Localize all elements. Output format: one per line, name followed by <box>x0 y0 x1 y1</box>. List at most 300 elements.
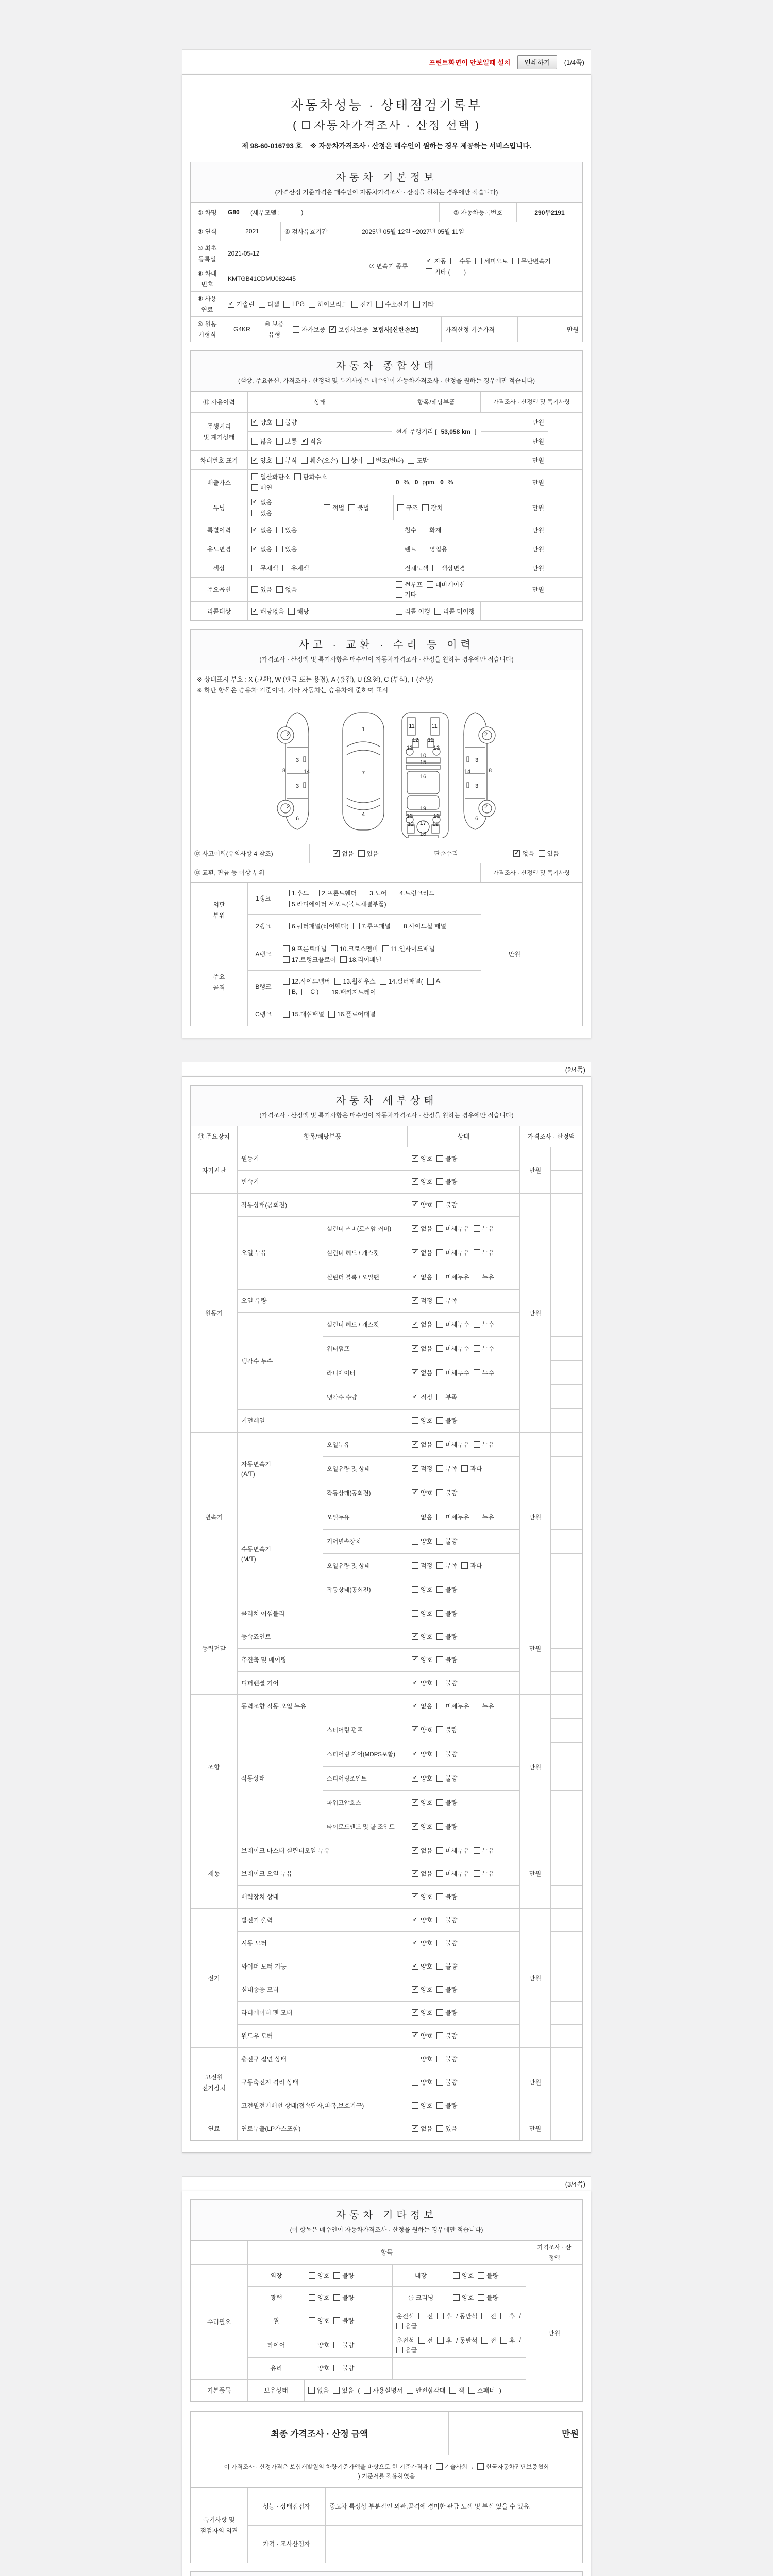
checkbox-미세누유[interactable]: 미세누유 <box>436 1846 469 1855</box>
text-run: 스티어링 펌프 <box>327 1727 363 1734</box>
text-run: ppm, <box>422 479 436 486</box>
checkbox-불량[interactable]: 불량 <box>333 2293 354 2302</box>
checkbox-썬루프[interactable]: 썬루프 <box>396 580 423 589</box>
checkbox-불량[interactable]: 불량 <box>436 1537 457 1546</box>
checkbox-미세누유[interactable]: 미세누유 <box>436 1224 469 1233</box>
print-button[interactable]: 인쇄하기 <box>517 55 557 69</box>
checkbox-누유[interactable]: 누유 <box>474 1273 494 1281</box>
checkbox-없음[interactable]: ✓ 없음 <box>412 1344 432 1353</box>
checkbox-후[interactable]: 후 <box>437 2312 452 2320</box>
checkbox-리콜 미이행[interactable]: 리콜 미이행 <box>434 607 475 616</box>
checkbox-없음[interactable]: ✓ 없음 <box>412 1440 432 1449</box>
form-cell <box>191 578 247 601</box>
checkbox-하이브리드[interactable]: 하이브리드 <box>309 300 347 309</box>
checkbox-양호[interactable]: 양호 <box>309 2364 329 2372</box>
checkbox-없음[interactable]: 없음 <box>276 585 297 594</box>
checkbox-없음[interactable]: ✓ 없음 <box>412 1869 432 1878</box>
checkbox-무단변속기[interactable]: 무단변속기 <box>512 257 551 265</box>
checkbox-해당[interactable]: 해당 <box>288 607 309 616</box>
form-cell <box>191 2241 247 2264</box>
checkbox-양호[interactable]: ✓ 양호 <box>412 1632 432 1641</box>
checkbox-전체도색[interactable]: 전체도색 <box>396 564 428 572</box>
form-cell <box>323 1481 408 1505</box>
checkbox-사용설명서[interactable]: 사용설명서 <box>364 2386 402 2395</box>
text-run: 실린더 헤드 / 개스킷 <box>327 1250 379 1257</box>
checkbox-없음[interactable]: ✓ 없음 <box>251 498 272 506</box>
form-cell <box>408 1742 519 1766</box>
checkbox-양호[interactable]: ✓ 양호 <box>412 1774 432 1783</box>
checkbox-한국자동차진단보증협회[interactable]: 한국자동차진단보증협회 <box>477 2463 549 2471</box>
checkbox-있음[interactable]: 있음 <box>251 509 272 517</box>
form-cell <box>191 863 480 882</box>
checkbox-양호[interactable]: ✓ 양호 <box>251 456 272 465</box>
checkbox-스패너[interactable]: 스패너 <box>468 2386 495 2395</box>
checkbox-없음[interactable]: ✓ 없음 <box>513 849 534 858</box>
checkbox-4.트렁크리드[interactable]: 4.트렁크리드 <box>391 889 434 897</box>
checkbox-양호[interactable]: ✓ 양호 <box>412 2008 432 2017</box>
form-cell <box>323 1337 408 1361</box>
form-cell <box>238 2048 408 2071</box>
form-cell <box>480 602 582 620</box>
text-run: 실내송풍 모터 <box>241 1986 279 1993</box>
checkbox-없음[interactable]: ✓ 없음 <box>412 1702 432 1710</box>
checkbox-탄화수소[interactable]: 탄화수소 <box>294 472 327 481</box>
checkbox-양호[interactable]: ✓ 양호 <box>412 1962 432 1971</box>
checkbox-렌트[interactable]: 렌트 <box>396 545 416 553</box>
form-cell <box>519 1839 550 1908</box>
checkbox-없음[interactable]: ✓ 없음 <box>412 1368 432 1377</box>
inspector-opinion-table <box>190 2488 583 2563</box>
form-cell <box>408 1241 519 1265</box>
checkbox-3.도어[interactable]: 3.도어 <box>361 889 386 897</box>
checkbox-무채색[interactable]: 무채색 <box>251 564 278 572</box>
checkbox-양호[interactable]: ✓ 양호 <box>412 1939 432 1947</box>
checkbox-부족[interactable]: 부족 <box>436 1561 457 1570</box>
checkbox-양호[interactable]: 양호 <box>412 1585 432 1594</box>
checkbox-불량[interactable]: 불량 <box>436 1200 457 1209</box>
checkbox-누유[interactable]: 누유 <box>474 1702 494 1710</box>
checkbox-양호[interactable]: 양호 <box>412 2101 432 2110</box>
checkbox-누유[interactable]: 누유 <box>474 1248 494 1257</box>
text-run: 항목/해당부품 <box>417 398 455 406</box>
checkbox-불량[interactable]: 불량 <box>436 1916 457 1924</box>
checkbox-수소전기[interactable]: 수소전기 <box>376 300 409 309</box>
checkbox-16.플로어패널[interactable]: 16.플로어패널 <box>328 1010 376 1019</box>
checkbox-양호[interactable]: 양호 <box>412 1416 432 1425</box>
checkbox-미세누유[interactable]: 미세누유 <box>436 1869 469 1878</box>
checkbox-양호[interactable]: ✓ 양호 <box>412 1154 432 1163</box>
checkbox-불량[interactable]: 불량 <box>333 2316 354 2325</box>
form-cell <box>191 413 247 450</box>
checkbox-적정[interactable]: ✓ 적정 <box>412 1464 432 1473</box>
price-select-checkbox[interactable] <box>302 121 310 129</box>
form-cell <box>408 1932 519 1955</box>
form-cell <box>247 470 392 495</box>
checkbox-양호[interactable]: ✓ 양호 <box>412 1725 432 1734</box>
checkbox-누수[interactable]: 누수 <box>474 1320 494 1329</box>
checkbox-응급[interactable]: 응급 <box>396 2321 417 2330</box>
form-cell <box>323 1385 408 1409</box>
checkbox-없음[interactable]: 없음 <box>308 2386 329 2395</box>
checkbox-불량[interactable]: 불량 <box>436 2008 457 2017</box>
text-run: 성능 · 상태점검자 <box>263 2503 310 2510</box>
checkbox-양호[interactable]: ✓ 양호 <box>412 1750 432 1758</box>
doc-number-line <box>190 140 583 150</box>
checkbox-양호[interactable]: ✓ 양호 <box>412 1916 432 1924</box>
checkbox-양호[interactable]: ✓ 양호 <box>412 1488 432 1497</box>
checkbox-기타 ( )[interactable]: 기타 ( ) <box>426 267 466 276</box>
checkbox-미세누유[interactable]: 미세누유 <box>436 1702 469 1710</box>
checkbox-양호[interactable]: 양호 <box>412 1537 432 1546</box>
text-run: 제동 <box>208 1870 220 1877</box>
checkbox-미세누유[interactable]: 미세누유 <box>436 1248 469 1257</box>
checkbox-불량[interactable]: 불량 <box>436 2078 457 2087</box>
checkbox-13.휠하우스[interactable]: 13.휠하우스 <box>334 977 376 986</box>
checkbox-A,[interactable]: A, <box>427 977 442 985</box>
checkbox-있음[interactable]: 있음 <box>358 849 379 858</box>
form-cell <box>550 1147 582 1193</box>
text-run: 만원 <box>529 2079 542 2086</box>
text-run: 휠 <box>273 2317 279 2325</box>
checkbox-미세누유[interactable]: 미세누유 <box>436 1440 469 1449</box>
checkbox-불량[interactable]: 불량 <box>436 1962 457 1971</box>
checkbox-과다[interactable]: 과다 <box>461 1561 482 1570</box>
text-run: 만원 <box>529 1645 542 1652</box>
checkbox-누유[interactable]: 누유 <box>474 1224 494 1233</box>
form-cell <box>551 1554 582 1578</box>
checkbox-세미오토[interactable]: 세미오토 <box>475 257 508 265</box>
checkbox-있음[interactable]: 있음 <box>333 2386 354 2395</box>
text-run: 연료누출(LP가스포함) <box>241 2125 301 2132</box>
checkbox-불량[interactable]: 불량 <box>436 1774 457 1783</box>
checkbox-미세누유[interactable]: 미세누유 <box>436 1513 469 1521</box>
checkbox-전[interactable]: 전 <box>418 2336 433 2345</box>
diagram-part-number: 1 <box>361 726 365 733</box>
checkbox-부족[interactable]: 부족 <box>436 1296 457 1305</box>
checkbox-많음[interactable]: 많음 <box>251 437 272 446</box>
checkbox-10.크로스멤버[interactable]: 10.크로스멤버 <box>331 944 378 953</box>
checkbox-14.필러패널([interactable]: 14.필러패널( <box>380 977 423 986</box>
checkbox-7.루프패널[interactable]: 7.루프패널 <box>353 922 391 930</box>
checkbox-가솔린[interactable]: ✓ 가솔린 <box>228 300 255 309</box>
checkbox-누유[interactable]: 누유 <box>474 1440 494 1449</box>
checkbox-불량[interactable]: 불량 <box>333 2271 354 2280</box>
form-cell <box>279 1003 481 1026</box>
checkbox-잭[interactable]: 잭 <box>449 2386 464 2395</box>
checkbox-있음[interactable]: 있음 <box>436 2124 457 2133</box>
doc-number: 98-60-016793 <box>250 142 294 150</box>
checkbox-유채색[interactable]: 유채색 <box>282 564 309 572</box>
checkbox-없음[interactable]: ✓ 없음 <box>251 526 272 534</box>
checkbox-부족[interactable]: 부족 <box>436 1393 457 1401</box>
checkbox-17.트렁크플로어[interactable]: 17.트렁크플로어 <box>283 955 336 964</box>
checkbox-불량[interactable]: 불량 <box>436 1679 457 1687</box>
text-run: 워터펌프 <box>327 1346 350 1352</box>
checkbox-후[interactable]: 후 <box>500 2336 515 2345</box>
checkbox-해당없음[interactable]: ✓ 해당없음 <box>251 607 284 616</box>
checkbox-기타[interactable]: 기타 <box>413 300 434 309</box>
checkbox-수동[interactable]: 수동 <box>450 257 471 265</box>
checkbox-후[interactable]: 후 <box>437 2336 452 2345</box>
checkbox-있음[interactable]: 있음 <box>276 545 297 553</box>
checkbox-침수[interactable]: 침수 <box>396 526 416 534</box>
checkbox-디젤[interactable]: 디젤 <box>259 300 279 309</box>
checkbox-있음[interactable]: 있음 <box>251 585 272 594</box>
checkbox-없음[interactable]: ✓ 없음 <box>412 2124 432 2133</box>
checkbox-양호[interactable]: 양호 <box>309 2341 329 2349</box>
checkbox-불량[interactable]: 불량 <box>478 2293 498 2302</box>
text-run: 0 <box>396 479 399 486</box>
checkbox-양호[interactable]: ✓ 양호 <box>412 2031 432 2040</box>
form-cell <box>305 2265 392 2286</box>
checkbox-양호[interactable]: ✓ 양호 <box>412 1985 432 1994</box>
form-cell <box>408 1695 519 1718</box>
form-cell <box>224 222 280 241</box>
checkbox-장치[interactable]: 장치 <box>422 503 443 512</box>
checkbox-없음[interactable]: ✓ 없음 <box>412 1273 432 1281</box>
checkbox-9.프론트패널[interactable]: 9.프론트패널 <box>283 944 327 953</box>
checkbox-미세누수[interactable]: 미세누수 <box>436 1368 469 1377</box>
checkbox-양호[interactable]: 양호 <box>309 2293 329 2302</box>
text-run: 브레이크 오일 누유 <box>241 1870 293 1877</box>
checkbox-누유[interactable]: 누유 <box>474 1513 494 1521</box>
form-cell <box>237 1147 519 1193</box>
section-note: (이 항목은 매수인이 자동차가격조사 · 산정을 원하는 경우에만 적습니다) <box>290 2226 483 2233</box>
checkbox-불량[interactable]: 불량 <box>436 1822 457 1831</box>
form-cell <box>408 1385 519 1409</box>
checkbox-15.대쉬패널[interactable]: 15.대쉬패널 <box>283 1010 324 1019</box>
checkbox-있음[interactable]: 있음 <box>539 849 559 858</box>
checkbox-없음[interactable]: 없음 <box>412 1513 432 1521</box>
checkbox-불량[interactable]: 불량 <box>436 1177 457 1186</box>
form-cell <box>248 2333 305 2357</box>
checkbox-없음[interactable]: ✓ 없음 <box>412 1846 432 1855</box>
checkbox-6.쿼터패널(리어휀다)[interactable]: 6.쿼터패널(리어휀다) <box>283 922 349 930</box>
form-cell <box>191 2412 448 2455</box>
form-cell <box>408 1337 519 1361</box>
checkbox-없음[interactable]: ✓ 없음 <box>412 1320 432 1329</box>
diagram-part-number: 16 <box>419 773 427 780</box>
checkbox-불량[interactable]: 불량 <box>436 1985 457 1994</box>
form-cell <box>516 203 582 222</box>
checkbox-11.인사이드패널[interactable]: 11.인사이드패널 <box>382 944 435 953</box>
text-run: 오일유량 및 상태 <box>327 1563 371 1569</box>
checkbox-기타[interactable]: 기타 <box>396 590 416 599</box>
checkbox-양호[interactable]: ✓ 양호 <box>412 1200 432 1209</box>
form-cell <box>238 1839 408 1862</box>
checkbox-불량[interactable]: 불량 <box>436 1585 457 1594</box>
form-cell <box>392 578 481 601</box>
checkbox-변조(변타)[interactable]: 변조(변타) <box>367 456 404 465</box>
checkbox-불량[interactable]: 불량 <box>436 2101 457 2110</box>
checkbox-누유[interactable]: 누유 <box>474 1846 494 1855</box>
checkbox-적법[interactable]: 적법 <box>324 503 344 512</box>
checkbox-응급[interactable]: 응급 <box>396 2346 417 2354</box>
checkbox-5.라디에이터 서포트(볼트체결부품)[interactable]: 5.라디에이터 서포트(볼트체결부품) <box>283 900 386 908</box>
print-toolbar <box>182 49 591 74</box>
text-run: 윈도우 모터 <box>241 2032 273 2040</box>
checkbox-양호[interactable]: ✓ 양호 <box>412 1177 432 1186</box>
text-run: 실린더 블록 / 오일팬 <box>327 1274 379 1281</box>
checkbox-색상변경[interactable]: 색상변경 <box>432 564 465 572</box>
checkbox-불량[interactable]: 불량 <box>436 1750 457 1758</box>
checkbox-불량[interactable]: 불량 <box>436 1154 457 1163</box>
form-cell <box>237 1194 519 1432</box>
form-cell <box>191 1126 237 1147</box>
text-run: 배출가스 <box>207 479 231 486</box>
checkbox-구조[interactable]: 구조 <box>397 503 418 512</box>
text-run: 리콜대상 <box>207 607 231 615</box>
checkbox-불량[interactable]: 불량 <box>333 2364 354 2372</box>
checkbox-양호[interactable]: 양호 <box>412 2078 432 2087</box>
checkbox-적정[interactable]: ✓ 적정 <box>412 1393 432 1401</box>
text-run: 특기사항 및 <box>203 2516 235 2523</box>
checkbox-없음[interactable]: ✓ 없음 <box>412 1248 432 1257</box>
form-cell <box>392 539 481 558</box>
text-run: 만원 <box>532 479 544 486</box>
checkbox-미세누수[interactable]: 미세누수 <box>436 1320 469 1329</box>
text-run: 실린더 헤드 / 개스킷 <box>327 1321 379 1328</box>
checkbox-양호[interactable]: 양호 <box>412 1609 432 1618</box>
form-cell <box>551 1909 582 1931</box>
text-run: 기형식 <box>198 331 216 338</box>
checkbox-전[interactable]: 전 <box>418 2312 433 2320</box>
checkbox-불량[interactable]: 불량 <box>436 1609 457 1618</box>
checkbox-안전삼각대[interactable]: 안전삼각대 <box>407 2386 445 2395</box>
checkbox-없음[interactable]: ✓ 없음 <box>251 545 272 553</box>
form-cell <box>191 520 247 539</box>
checkbox-누유[interactable]: 누유 <box>474 1869 494 1878</box>
checkbox-불량[interactable]: 불량 <box>333 2341 354 2349</box>
checkbox-불량[interactable]: 불량 <box>276 418 297 427</box>
text-run: 만원 <box>532 456 544 464</box>
checkbox-양호[interactable]: ✓ 양호 <box>412 1822 432 1831</box>
checkbox-미세누유[interactable]: 미세누유 <box>436 1273 469 1281</box>
form-cell <box>408 1313 519 1336</box>
checkbox-불량[interactable]: 불량 <box>436 1488 457 1497</box>
checkbox-양호[interactable]: 양호 <box>412 2055 432 2063</box>
checkbox-불량[interactable]: 불량 <box>436 1939 457 1947</box>
checkbox-과다[interactable]: 과다 <box>461 1464 482 1473</box>
checkbox-부식[interactable]: 부식 <box>276 456 297 465</box>
checkbox-보험사보증[interactable]: ✓ 보험사보증 <box>329 325 368 334</box>
checkbox-적음[interactable]: ✓ 적음 <box>301 437 322 446</box>
checkbox-양호[interactable]: 양호 <box>453 2271 474 2280</box>
checkbox-18.리어패널[interactable]: 18.리어패널 <box>340 955 381 964</box>
checkbox-8.사이드실 패널[interactable]: 8.사이드실 패널 <box>395 922 446 930</box>
text-run: 단순수리 <box>434 850 458 857</box>
checkbox-후[interactable]: 후 <box>500 2312 515 2320</box>
form-cell <box>238 1909 408 1931</box>
checkbox-1.후드[interactable]: 1.후드 <box>283 889 309 897</box>
checkbox-불량[interactable]: 불량 <box>436 2031 457 2040</box>
checkbox-적정[interactable]: ✓ 적정 <box>412 1296 432 1305</box>
form-cell <box>408 2071 519 2094</box>
checkbox-전기[interactable]: 전기 <box>351 300 372 309</box>
form-cell <box>323 1742 408 1766</box>
checkbox-리콜 이행[interactable]: 리콜 이행 <box>396 607 430 616</box>
checkbox-상이[interactable]: 상이 <box>342 456 363 465</box>
section-title: 자동차 종합상태 <box>335 361 438 372</box>
checkbox-12.사이드멤버[interactable]: 12.사이드멤버 <box>283 977 330 986</box>
checkbox-영업용[interactable]: 영업용 <box>421 545 447 553</box>
checkbox-불법[interactable]: 불법 <box>348 503 369 512</box>
diagram-part-number: 2 <box>286 731 290 738</box>
checkbox-불량[interactable]: 불량 <box>436 2055 457 2063</box>
checkbox-없음[interactable]: ✓ 없음 <box>412 1224 432 1233</box>
checkbox-불량[interactable]: 불량 <box>436 1655 457 1664</box>
form-cell <box>551 1862 582 1885</box>
checkbox-양호[interactable]: ✓ 양호 <box>412 1798 432 1807</box>
checkbox-자가보증[interactable]: 자가보증 <box>293 325 325 334</box>
checkbox-도말[interactable]: 도말 <box>408 456 428 465</box>
form-cell <box>191 2265 526 2401</box>
checkbox-훼손(오손)[interactable]: 훼손(오손) <box>301 456 338 465</box>
checkbox-불량[interactable]: 불량 <box>436 1892 457 1901</box>
checkbox-전[interactable]: 전 <box>481 2312 496 2320</box>
text-run: / <box>519 2312 521 2319</box>
checkbox-불량[interactable]: 불량 <box>478 2271 498 2280</box>
section-caution <box>190 2571 583 2576</box>
checkbox-누수[interactable]: 누수 <box>474 1368 494 1377</box>
checkbox-기술사회[interactable]: 기술사회 <box>436 2463 467 2471</box>
checkbox-19.패키지트레이[interactable]: 19.패키지트레이 <box>323 988 376 996</box>
checkbox-부족[interactable]: 부족 <box>436 1464 457 1473</box>
checkbox-양호[interactable]: 양호 <box>453 2293 474 2302</box>
checkbox-양호[interactable]: ✓ 양호 <box>251 418 272 427</box>
checkbox-양호[interactable]: ✓ 양호 <box>412 1892 432 1901</box>
checkbox-불량[interactable]: 불량 <box>436 1798 457 1807</box>
form-cell <box>323 1457 408 1481</box>
text-run: 290무2191 <box>534 209 565 216</box>
form-cell <box>548 578 582 601</box>
text-run: 색상 <box>213 564 225 572</box>
checkbox-미세누수[interactable]: 미세누수 <box>436 1344 469 1353</box>
checkbox-누수[interactable]: 누수 <box>474 1344 494 1353</box>
checkbox-양호[interactable]: 양호 <box>309 2271 329 2280</box>
checkbox-C )[interactable]: C ) <box>301 988 318 995</box>
diagram-part-number: 19 <box>419 805 427 812</box>
checkbox-없음[interactable]: ✓ 없음 <box>333 849 354 858</box>
checkbox-일산화탄소[interactable]: 일산화탄소 <box>251 472 290 481</box>
checkbox-B,[interactable]: B, <box>283 988 297 995</box>
checkbox-매연[interactable]: 매연 <box>251 483 272 492</box>
checkbox-있음[interactable]: 있음 <box>276 526 297 534</box>
checkbox-자동[interactable]: ✓ 자동 <box>426 257 446 265</box>
text-run: 작동상태(공회전) <box>327 1587 371 1594</box>
checkbox-네비게이션[interactable]: 네비게이션 <box>427 580 465 589</box>
form-cell <box>551 1194 582 1217</box>
checkbox-양호[interactable]: 양호 <box>309 2316 329 2325</box>
checkbox-전[interactable]: 전 <box>481 2336 496 2345</box>
checkbox-2.프론트휀더[interactable]: 2.프론트휀더 <box>313 889 357 897</box>
checkbox-화재[interactable]: 화재 <box>421 526 441 534</box>
checkbox-양호[interactable]: ✓ 양호 <box>412 1655 432 1664</box>
checkbox-LPG[interactable]: LPG <box>283 300 305 308</box>
form-cell <box>551 2025 582 2047</box>
checkbox-적정[interactable]: 적정 <box>412 1561 432 1570</box>
checkbox-불량[interactable]: 불량 <box>436 1632 457 1641</box>
checkbox-양호[interactable]: ✓ 양호 <box>412 1679 432 1687</box>
checkbox-불량[interactable]: 불량 <box>436 1725 457 1734</box>
diagram-part-number: 13 <box>433 744 440 751</box>
checkbox-불량[interactable]: 불량 <box>436 1416 457 1425</box>
checkbox-보통[interactable]: 보통 <box>276 437 297 446</box>
text-run: 타이어 <box>267 2342 285 2349</box>
form-cell <box>526 2265 582 2401</box>
form-cell <box>358 222 582 241</box>
text-run: ] <box>474 428 477 435</box>
